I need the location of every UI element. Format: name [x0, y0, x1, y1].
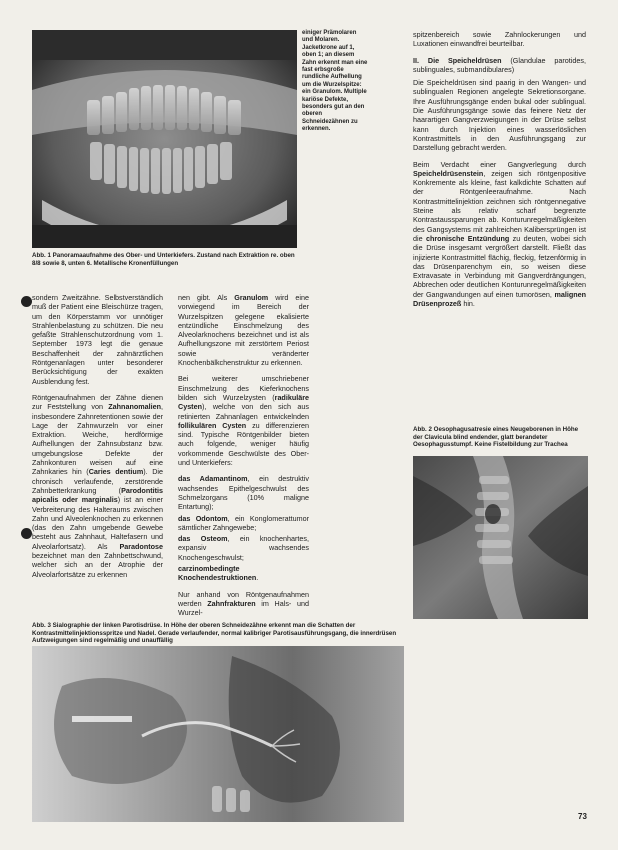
list-item: das Odontom, ein Konglomerattumor sämtlicher Zahngewebe; — [178, 513, 309, 532]
section-heading: II. Die Speicheldrüsen (Glandulae parotides, sublinguales, submandibulares) — [413, 55, 586, 74]
figure-3-caption-label: Abb. 3 — [32, 622, 51, 629]
figure-3-caption — [32, 622, 402, 645]
figure-2-caption-text: Oesophagusatresie eines Neugeborenen in Höhe der Clavicula blind endender, glatt berandeter Oesophagusstumpf. Keine Fistelbildung zur Trachea — [413, 426, 579, 449]
binder-hole — [21, 296, 32, 307]
binder-hole — [21, 528, 32, 539]
paragraph: Bei weiterer umschriebener Einschmelzung des Kieferknochens bilden sich Wurzelzysten (radikuläre Cysten), welche von den sich aus retinierten Zahnanlagen entwickelnden follikulären Cysten zu differenzieren sind. Typische Röntgenbilder bieten auch folgende, weniger häufig vorkommende Geschwülste des Ober- und Unterkiefers: — [178, 374, 309, 468]
paragraph: sondern Zweitzähne. Selbstverständlich muß der Patient eine Bleischürze tragen, um den Körperstamm vor unnötiger Strahlenbelastung zu schützen. Die neu gefaßte Strahlenschutzordnung vom 1. September 1973 legt die genaue Beschaffenheit der zahnärztlichen Röntgenanlagen unter besonderer Berücksichtigung der exakten Ausblendung fest. — [32, 293, 163, 386]
figure-1-caption-text: Panoramaaufnahme des Ober- und Unterkiefers. Zustand nach Extraktion re. oben 8/8 sowie 8, unten 6. Metallische Kronenfüllungen — [32, 252, 295, 267]
paragraph: nen gibt. Als Granulom wird eine vorwiegend im Bereich der Wurzelspitzen gelegene ekalisierte entzündliche Einschmelzung des Alveolarknochens bezeichnet und ist als Aufhellungszone mit zerstörtem Periost sowie veränderter Knochenbälkchenstruktur zu erkennen. — [178, 293, 309, 368]
list-item: das Osteom, ein knochenhartes, expansiv wachsendes Knochengeschwulst; — [178, 534, 309, 562]
panoramic-xray-image — [32, 30, 297, 248]
text-column-3 — [413, 30, 586, 315]
paragraph: Beim Verdacht einer Gangverlegung durch Speicheldrüsenstein, zeigen sich röntgenpositive Konkremente als kleine, fast kalkdichte Schatten auf der Röntgenleeraufnahme. Nach Kontrastmittelinjektion zeichnen sich röntgennegative Steine als relativ scharf begrenzte Kontrastaussparungen ab. Konturunregelmäßigkeiten des Gangsystems mit zahlreichen Kalibersprüngen ist die chronische Entzündung zu deuten, wobei sich die Drüse insgesamt vergrößert darstellt. Fließt das injizierte Kontrastmittel flächig, fleckig, fetzenförmig in das Drüsenparenchym ein, so weisen diese Extravasate in Verbindung mit Gangverdrängungen, Abbrechen oder deutlichen Konturunregelmäßigkeiten der Gangwandungen auf einen tumorösen, malignen Drüsenprozeß hin. — [413, 159, 587, 309]
figure-2-caption — [413, 426, 586, 449]
figure-1-side-note: einiger Prämolaren und Molaren. Jacketkrone auf 1, oben 1; an diesem Zahn erkennt man eine fast erbsgroße rundliche Aufhellung um die Wurzelspitze: ein Granulom. Multiple kariöse Defekte, besonders gut an den oberen Schneidezähnen zu erkennen. — [302, 30, 368, 133]
list-item: carzinombedingte Knochendestruktionen. — [178, 564, 259, 583]
esophagus-xray-image — [413, 456, 588, 619]
figure-3-caption-text: Sialographie der linken Parotisdrüse. In Höhe der oberen Schneidezähne erkennt man die Schatten der Kontrastmittelinjektionsspritze und Nadel. Gerade verlaufender, normal kalibriger Parotisausführungsgang, die innerdrüsen Aufzweigungen sind regelmäßig und unauffällig — [32, 622, 397, 645]
page-number: 73 — [578, 812, 587, 821]
paragraph: Röntgenaufnahmen der Zähne dienen zur Feststellung von Zahnanomalien, insbesondere Zahnretentionen sowie der Lage der Zahnwurzeln vor einer Extraktion. Weiche, herdförmige Aufhellungen der Zahnsubstanz bzw. umgebungslose Defekte der Zahnkonturen weisen auf eine Zahnkaries hin (Caries dentium). Die chronisch verlaufende, zerstörende Zahnbetterkrankung (Parodontitis apicalis oder marginalis) ist an einer Verbreiterung des Halteraums zwischen Zahn und Alveolenknochen zu erkennen (das den Zahn umgebende Gewebe besteht aus Zahnhaut, Haltefasern und Alveolarfortsatz). Als Paradontose bezeichnet man den Zahnbettschwund, welcher sich an der Atrophie der Alveolarfortsätze zu erkennen — [32, 392, 163, 579]
paragraph: Die Speicheldrüsen sind paarig in den Wangen- und sublingualen Regionen angelegte Sekretionsorgane. Ihre Ausführungsgänge enden bukal oder sublingual. Die Ausführungsgänge sowie das feinere Netz der haarartigen Gangverzweigungen in der Drüse selbst kann durch Injektion eines wasserlöslichen Kontrastmittels in den Ausführungsgang zur Darstellung gebracht werden. — [413, 78, 586, 153]
sialography-xray-image — [32, 646, 404, 822]
figure-2-caption-label: Abb. 2 — [413, 426, 432, 433]
figure-1-caption-label: Abb. 1 — [32, 252, 51, 259]
text-column-2 — [178, 293, 309, 625]
figure-1-caption — [32, 252, 298, 267]
list-item: das Adamantinom, ein destruktiv wachsendes Epithelgeschwulst des Schmelzorgans (10% maligne Entartung); — [178, 474, 309, 512]
paragraph: spitzenbereich sowie Zahnlockerungen und Luxationen einwandfrei beurteilbar. — [413, 30, 586, 49]
paragraph: Nur anhand von Röntgenaufnahmen werden Zahnfrakturen im Hals- und Wurzel- — [178, 589, 309, 618]
text-column-1 — [32, 293, 163, 586]
